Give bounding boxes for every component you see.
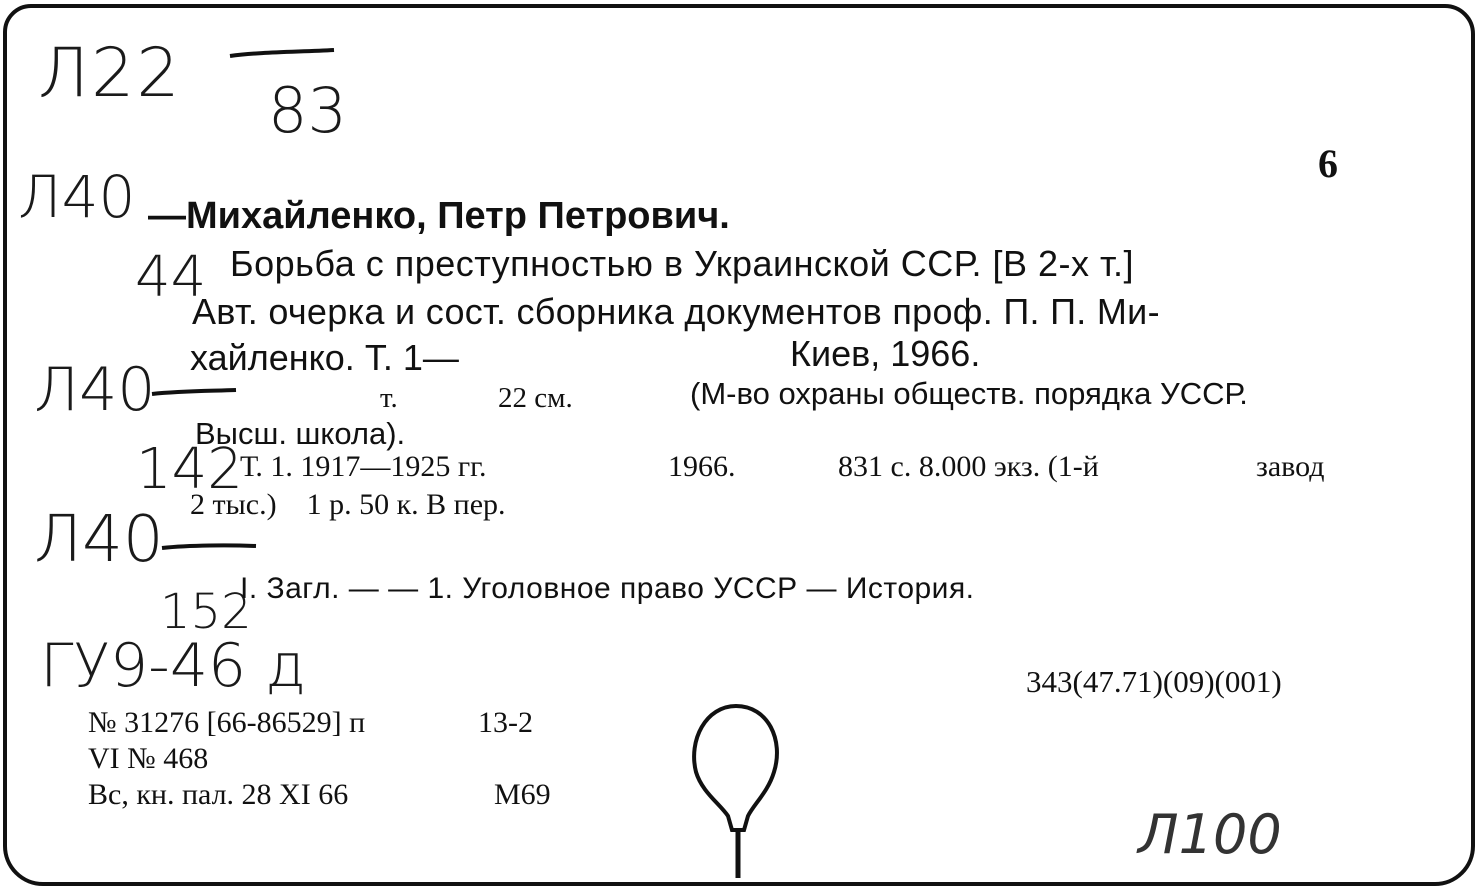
footer-line-3: Вс, кн. пал. 28 XI 66 (88, 778, 349, 811)
footer-line-2: VI № 468 (88, 742, 209, 775)
handwritten-mark-142: 142 (136, 437, 243, 502)
card-hole-icon (688, 700, 788, 880)
handwritten-mark-44: 44 (135, 245, 207, 310)
classification-index: 343(47.71)(09)(001) (1026, 664, 1282, 699)
handwritten-mark-152: 152 (160, 584, 252, 640)
title-line-2: Авт. очерка и сост. сборника документов проф. П. П. Ми- (192, 291, 1160, 332)
desc-series: (М-во охраны обществ. порядка УССР. (690, 376, 1248, 411)
title-line-1: Борьба с преступностью в Украинской ССР. [В 2-х т.] (230, 243, 1135, 284)
handwritten-dash-2 (150, 388, 240, 398)
desc-volumes: т. (380, 382, 398, 414)
volume-1-title: Т. 1. 1917—1925 гг. (240, 450, 487, 483)
footer-line-1-code: 13-2 (478, 706, 533, 739)
tracing-line: I. Загл. — — 1. Уголовное право УССР — История. (240, 572, 975, 605)
title-line-3: хайленко. Т. 1— (190, 337, 459, 378)
volume-1-year: 1966. (668, 450, 736, 483)
handwritten-call-number-1: Л40 (18, 163, 136, 231)
volume-1-print-run: 2 тыс.) 1 р. 50 к. В пер. (190, 488, 506, 521)
handwritten-bottom-right: Л100 (1138, 803, 1282, 866)
handwritten-code-gu: ГУ9-46 д (40, 631, 306, 701)
handwritten-fraction-line (228, 48, 338, 60)
desc-series-cont: Высш. школа). (195, 416, 406, 451)
footer-line-1: № 31276 [66-86529] п (88, 706, 366, 739)
footer-line-3-code: М69 (494, 778, 551, 811)
handwritten-call-number-3: Л40 (34, 503, 164, 577)
card-number: 6 (1318, 141, 1338, 186)
handwritten-shelf-sub: 83 (268, 74, 347, 147)
author-heading: —Михайленко, Петр Петрович. (148, 195, 730, 237)
volume-1-zavod: завод (1256, 450, 1325, 483)
imprint-place-year: Киев, 1966. (790, 333, 981, 374)
handwritten-shelf-code: Л22 (38, 34, 182, 113)
handwritten-dash-3 (160, 542, 260, 552)
desc-size: 22 см. (498, 382, 573, 414)
handwritten-call-number-2: Л40 (34, 355, 156, 425)
volume-1-pages: 831 с. 8.000 экз. (1-й (838, 450, 1099, 483)
